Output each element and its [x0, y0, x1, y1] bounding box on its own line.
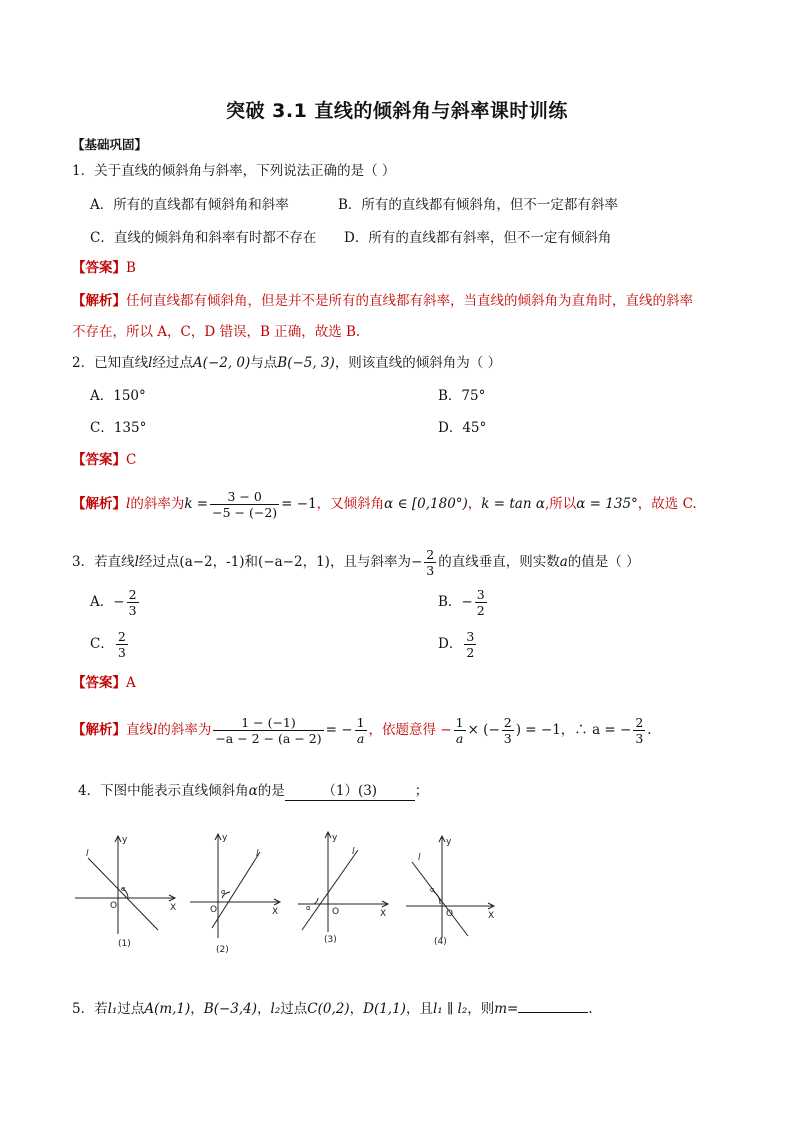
- q5-stem: [72, 1000, 593, 1018]
- q3-expl-part: ，∴ a = −: [560, 722, 632, 738]
- fig4-origin-label: O: [446, 909, 454, 919]
- q3-b-fraction: [475, 587, 487, 618]
- q2-stem-part: 与点: [250, 355, 278, 371]
- q2-option-a: A．150°: [90, 388, 146, 404]
- q4-stem-part: ；: [414, 783, 429, 799]
- q3-line-l: l: [134, 554, 139, 570]
- q2-expl-eq: = −1: [281, 496, 317, 512]
- q3-expl-l: l: [153, 722, 158, 738]
- q3-stem-var: a: [559, 554, 568, 570]
- q5-point-c: C(0,2): [307, 1001, 350, 1017]
- q2-option-b: B．75°: [438, 388, 486, 404]
- q3-option-c: [90, 626, 130, 662]
- q2-expl-result: α = 135°: [576, 496, 638, 512]
- q3-f5-den: 3: [635, 731, 644, 746]
- q3-f1-den: −a − 2 − (a − 2): [215, 731, 322, 746]
- q2-expl-k: k =: [184, 496, 209, 512]
- q3-f4-num: 2: [503, 715, 512, 730]
- q5-stem-end: .: [588, 1001, 593, 1017]
- q3-expl-part: ) = −1: [515, 722, 561, 738]
- q1-option-a: A．所有的直线都有倾斜角和斜率: [90, 197, 289, 213]
- q3-a-fraction: [127, 587, 139, 618]
- q3-stem-part: 3．若直线: [72, 554, 135, 570]
- q3-c-label: C．: [90, 636, 114, 652]
- q4-figures: [70, 826, 510, 962]
- q3-explanation: [72, 712, 652, 748]
- q2-expl-part: ，: [467, 496, 482, 512]
- q1-option-b: B．所有的直线都有倾斜角，但不一定都有斜率: [338, 197, 618, 213]
- figure-4: [406, 836, 494, 938]
- q5-l1: l₁: [107, 1001, 118, 1017]
- q5-point-d: D(1,1): [363, 1001, 406, 1017]
- q3-stem-part: 的值是（ ）: [567, 554, 640, 570]
- q3-expl-part: ，依题意得 −: [368, 722, 452, 738]
- q2-expl-tag: 【解析】: [72, 496, 126, 512]
- fig2-x-label: X: [272, 907, 279, 917]
- q1-expl-text1: 任何直线都有倾斜角，但是并不是所有的直线都有斜率，当直线的倾斜角为直角时，直线的斜率: [126, 293, 693, 309]
- q2-expl-part: ,所以: [544, 496, 577, 512]
- q5-answer-blank: [518, 1012, 588, 1013]
- q2-point-a: A(−2, 0): [192, 355, 251, 371]
- fig3-x-label: X: [380, 909, 387, 919]
- fig1-l-label: l: [86, 849, 89, 859]
- q3-stem-fraction: [424, 547, 436, 578]
- fig1-y-label: y: [122, 835, 128, 845]
- q5-stem-part: ，: [349, 1001, 364, 1017]
- q1-option-d: D．所有的直线都有斜率，但不一定有倾斜角: [344, 230, 612, 246]
- q5-stem-part: ，: [190, 1001, 204, 1017]
- q3-c-fraction: [116, 629, 128, 660]
- q3-expl-frac5: [633, 715, 645, 746]
- q3-option-a: [90, 584, 141, 620]
- q2-expl-tan: k = tan α: [481, 496, 545, 512]
- section-heading: 【基础巩固】: [72, 137, 148, 152]
- q3-expl-frac3: [454, 715, 466, 746]
- q4-answer-blank: （1）(3): [285, 782, 415, 801]
- q5-parallel: l₁ ∥ l₂: [432, 1001, 468, 1017]
- q2-answer-value: C: [126, 452, 137, 468]
- q1-explanation-line2: 不存在，所以 A，C，D 错误，B 正确，故选 B.: [72, 324, 361, 340]
- q3-expl-part: 直线: [126, 722, 153, 738]
- q3-expl-eq: = −: [325, 722, 353, 738]
- q3-f2-den: a: [356, 731, 365, 746]
- q1-explanation-line1: [72, 292, 693, 310]
- q2-frac-num: 3 − 0: [210, 489, 279, 505]
- q5-stem-part: 过点: [117, 1001, 145, 1017]
- q3-f5-num: 2: [635, 715, 644, 730]
- fig4-y-label: y: [446, 837, 452, 847]
- q3-answer: [72, 674, 136, 692]
- q3-d-den: 2: [466, 645, 475, 660]
- q3-b-num: 3: [476, 587, 485, 602]
- page-title: 突破 3.1 直线的倾斜角与斜率课时训练: [226, 100, 568, 122]
- fig3-l-label: l: [352, 847, 355, 857]
- q3-expl-frac2: [355, 715, 367, 746]
- q1-option-c: C．直线的倾斜角和斜率有时都不存在: [90, 230, 317, 246]
- q4-stem-part: 4．下图中能表示直线倾斜角: [78, 783, 249, 799]
- q3-stem-part: 经过点(a−2，-1)和(−a−2，1)，且与斜率为: [138, 554, 411, 570]
- fig3-origin-label: O: [332, 907, 340, 917]
- q5-stem-part: ，: [257, 1001, 271, 1017]
- fig2-caption: (2): [216, 945, 229, 955]
- q1-expl-tag: 【解析】: [72, 293, 126, 309]
- q5-stem-part: 5．若: [72, 1001, 108, 1017]
- q2-expl-range: α ∈ [0,180°): [384, 496, 468, 512]
- q3-a-num: 2: [128, 587, 137, 602]
- fig4-alpha-label: α: [430, 886, 435, 894]
- q3-expl-frac1: [213, 715, 323, 746]
- q3-d-label: D．: [438, 636, 463, 652]
- q3-a-sign: −: [113, 594, 125, 610]
- q3-expl-part: 的斜率为: [157, 722, 212, 738]
- q3-stem-sign: −: [410, 554, 423, 570]
- figure-3: [298, 832, 388, 932]
- q2-point-b: B(−5, 3): [277, 355, 335, 371]
- q2-option-d: D．45°: [438, 420, 487, 436]
- q3-f4-den: 3: [503, 731, 512, 746]
- q5-stem-part: ，且: [405, 1001, 433, 1017]
- q2-option-c: C．135°: [90, 420, 147, 436]
- q4-stem: [78, 782, 428, 801]
- q2-slope-fraction: [210, 489, 279, 520]
- q1-answer-tag: 【答案】: [72, 260, 126, 276]
- fig4-l-label: l: [418, 853, 421, 863]
- q3-expl-part: × (−: [467, 722, 500, 738]
- q3-f3-num: 1: [455, 715, 464, 730]
- q4-stem-part: 的是: [257, 783, 285, 799]
- q3-expl-tag: 【解析】: [72, 722, 126, 738]
- q2-expl-part: ，又倾斜角: [316, 496, 385, 512]
- q3-f1-num: 1 − (−1): [213, 715, 323, 731]
- q3-stem-part: 的直线垂直，则实数: [438, 554, 560, 570]
- q3-a-den: 3: [128, 603, 137, 618]
- fig2-alpha-label: α: [221, 888, 226, 896]
- q3-expl-frac4: [502, 715, 514, 746]
- q2-stem-part: ，则该直线的倾斜角为（ ）: [334, 355, 502, 371]
- q3-d-fraction: [464, 629, 476, 660]
- q3-f3-den: a: [455, 731, 464, 746]
- q4-stem-alpha: α: [248, 783, 258, 799]
- figure-2: [190, 834, 280, 938]
- q1-answer-value: B: [126, 260, 136, 276]
- q2-expl-l: l: [126, 496, 131, 512]
- q1-stem: 1．关于直线的倾斜角与斜率，下列说法正确的是（ ）: [72, 163, 396, 179]
- q2-explanation: [72, 486, 697, 522]
- q3-c-den: 3: [117, 645, 126, 660]
- q2-frac-den: −5 − (−2): [212, 505, 278, 520]
- q3-b-sign: −: [461, 594, 473, 610]
- q3-stem-num: 2: [426, 547, 435, 562]
- q2-stem: [72, 354, 501, 372]
- q3-answer-tag: 【答案】: [72, 675, 126, 691]
- q3-expl-part: .: [647, 722, 652, 738]
- fig1-alpha-label: α: [121, 885, 126, 893]
- fig2-origin-label: O: [210, 905, 218, 915]
- q2-expl-part: 的斜率为: [130, 496, 185, 512]
- q5-stem-part: 过点: [280, 1001, 308, 1017]
- fig3-caption: (3): [324, 935, 337, 945]
- q3-option-d: [438, 626, 478, 662]
- fig3-y-label: y: [332, 833, 338, 843]
- q2-answer-tag: 【答案】: [72, 452, 126, 468]
- q3-answer-value: A: [126, 675, 136, 691]
- q2-stem-part: 经过点: [152, 355, 193, 371]
- q3-a-label: A．: [90, 594, 114, 610]
- q3-c-num: 2: [117, 629, 126, 644]
- q3-stem: [72, 544, 640, 580]
- q3-b-den: 2: [476, 603, 485, 618]
- fig1-caption: (1): [118, 939, 131, 949]
- q3-stem-den: 3: [426, 563, 435, 578]
- q3-option-b: [438, 584, 489, 620]
- q3-b-label: B．: [438, 594, 462, 610]
- fig2-y-label: y: [222, 833, 228, 843]
- q5-stem-part: ，则: [467, 1001, 495, 1017]
- fig4-x-label: X: [488, 911, 495, 921]
- q3-d-num: 3: [466, 629, 475, 644]
- q2-expl-part: ，故选 C.: [637, 496, 697, 512]
- q2-stem-part: 2．已知直线: [72, 355, 149, 371]
- q2-answer: [72, 451, 136, 469]
- q3-f2-num: 1: [356, 715, 365, 730]
- q5-point-a: A(m,1): [144, 1001, 191, 1017]
- fig4-caption: (4): [434, 937, 447, 947]
- fig3-alpha-label: α: [306, 904, 311, 912]
- q5-l2: l₂: [270, 1001, 281, 1017]
- q1-answer: [72, 259, 136, 277]
- fig1-origin-label: O: [110, 901, 118, 911]
- fig1-x-label: X: [170, 903, 177, 913]
- q5-point-b: B(−3,4): [203, 1001, 258, 1017]
- fig2-l-label: l: [256, 849, 259, 859]
- q2-line-l: l: [148, 355, 153, 371]
- q5-m: m=: [494, 1001, 519, 1017]
